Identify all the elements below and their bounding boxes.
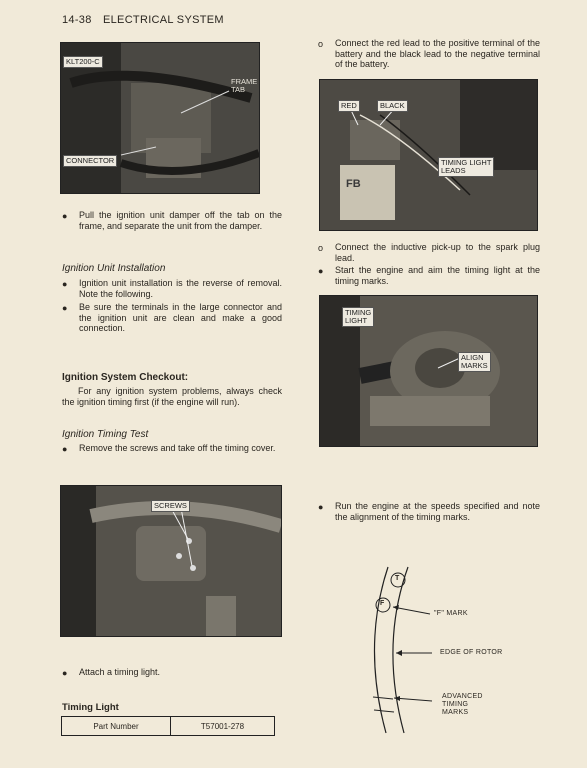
label-red-lead: RED: [338, 100, 360, 112]
bullet-icon: ●: [62, 303, 68, 313]
heading-timing-test: Ignition Timing Test: [62, 429, 149, 440]
photo-battery-leads: [319, 79, 538, 231]
table-cell-value: T57001-278: [171, 717, 275, 736]
step-connect-leads: o Connect the red lead to the positive terminal of the battery and the black lead to the negative terminal of the battery.: [318, 38, 540, 69]
bullet-icon: ●: [62, 211, 68, 221]
table-cell-label: Part Number: [62, 717, 171, 736]
label-black-lead: BLACK: [377, 100, 408, 112]
bullet-icon: ●: [62, 668, 68, 678]
label-align-marks: ALIGN MARKS: [458, 352, 491, 372]
diagram-mark-t: T: [395, 575, 400, 582]
timing-light-table: [61, 716, 275, 736]
timing-marks-diagram: [360, 565, 540, 735]
photo-timing-light-aim: [319, 295, 538, 447]
label-edge-of-rotor: EDGE OF ROTOR: [440, 649, 503, 656]
label-model: KLT200-C: [63, 56, 103, 68]
circle-bullet-icon: o: [318, 39, 324, 49]
label-f-mark: "F" MARK: [434, 610, 468, 617]
heading-timing-light-tool: Timing Light: [62, 702, 119, 713]
step-connect-pickup: o Connect the inductive pick-up to the spark plug lead.: [318, 242, 540, 263]
battery-fb-marking: FB: [346, 178, 361, 190]
table-row: [62, 717, 275, 736]
bullet-icon: ●: [318, 266, 324, 276]
label-screws: SCREWS: [151, 500, 190, 512]
step-installation-reverse: ● Ignition unit installation is the reverse of removal. Note the following.: [62, 278, 282, 299]
photo-ignition-unit: [60, 42, 260, 194]
label-advanced-timing-marks: ADVANCED TIMING MARKS: [442, 693, 483, 716]
bullet-icon: ●: [62, 279, 68, 289]
step-remove-cover: ● Remove the screws and take off the timing cover.: [62, 443, 276, 454]
section-title: ELECTRICAL SYSTEM: [103, 14, 224, 26]
page-header: [62, 14, 224, 26]
step-run-engine: ● Run the engine at the speeds specified and note the alignment of the timing marks.: [318, 501, 540, 522]
step-attach-light: ● Attach a timing light.: [62, 667, 161, 678]
label-timing-light-leads: TIMING LIGHT LEADS: [438, 157, 494, 177]
bullet-icon: ●: [318, 502, 324, 512]
label-frame-tab: FRAME TAB: [231, 77, 258, 94]
heading-checkout: Ignition System Checkout:: [62, 372, 189, 383]
label-connector: CONNECTOR: [63, 155, 117, 167]
bullet-icon: ●: [62, 444, 68, 454]
label-timing-light: TIMING LIGHT: [342, 307, 374, 327]
heading-installation: Ignition Unit Installation: [62, 263, 166, 274]
photo-timing-cover-screws: [60, 485, 282, 637]
page-number: 14-38: [62, 14, 92, 26]
checkout-paragraph: For any ignition system problems, always check the ignition timing first (if the engine will run).: [62, 386, 282, 407]
step-start-engine: ● Start the engine and aim the timing light at the timing marks.: [318, 265, 540, 286]
step-terminals-clean: ● Be sure the terminals in the large connector and the ignition unit are clean and make a good connection.: [62, 302, 282, 333]
diagram-mark-f: F: [380, 600, 385, 607]
circle-bullet-icon: o: [318, 243, 324, 253]
step-pull-damper: ● Pull the ignition unit damper off the tab on the frame, and separate the unit from the damper.: [62, 210, 282, 231]
